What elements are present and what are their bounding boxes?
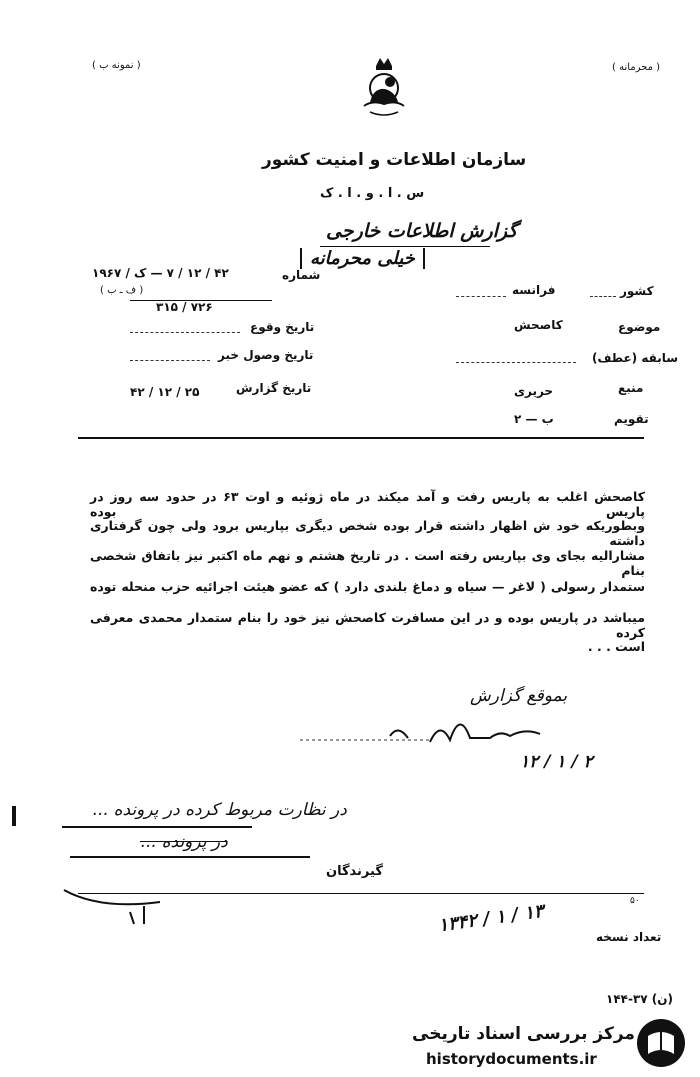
organization-name: سازمان اطلاعات و امنیت کشور [262, 150, 527, 170]
form-type-label: ( نمونه ب ) [92, 60, 141, 71]
bottom-scribble-icon [60, 880, 170, 930]
margin-note-rule-1 [62, 826, 252, 828]
incident-value: ۳۱۵ / ۷۲۶ [156, 300, 213, 314]
margin-note-line-2: در پرونده ... [140, 832, 228, 852]
number-sub: ( ف ـ ب ) [100, 285, 144, 296]
evaluation-value: ب — ۲ [514, 412, 554, 426]
number-value: ۱۹۶۷ / ک — ۷ / ۱۲ / ۴۲ [92, 266, 229, 280]
signature-scribble-icon [290, 700, 550, 760]
watermark-url: historydocuments.ir [426, 1050, 597, 1068]
source-label: منبع [618, 381, 644, 395]
lion-sun-emblem-icon [356, 56, 412, 120]
report-date-value: ۴۲ / ۱۲ / ۲۵ [130, 385, 200, 399]
body-line-5: میباشد در پاریس بوده و در این مسافرت کاصحش نیز خود را بنام ستمدار محمدی معرفی کرده [90, 610, 645, 640]
copies-marker: ۵۰ [630, 896, 640, 906]
organization-code: س . ا . و . ا . ک [320, 186, 425, 201]
header-separator [78, 437, 644, 439]
source-value: حریری [514, 384, 554, 398]
watermark-logo-icon [634, 1016, 688, 1070]
country-dots [590, 296, 616, 297]
report-title: گزارش اطلاعات خارجی [326, 220, 518, 242]
report-date-label: تاریخ گزارش [236, 381, 312, 395]
number-label: شماره [282, 268, 321, 282]
left-margin-mark [12, 806, 16, 826]
incident-dots [130, 332, 240, 333]
watermark-name: مرکز بررسی اسناد تاریخی [412, 1024, 635, 1044]
body-line-6: است . . . [587, 639, 645, 654]
recipients-label: گیرندگان [326, 864, 383, 879]
background-label: سابقه (عطف) [592, 351, 679, 365]
evaluation-label: تقویم [614, 412, 649, 426]
form-code: ۱۴۴-۳۷ (ن) [606, 992, 673, 1006]
confidential-stamp: خیلی محرمانه [300, 248, 425, 269]
subject-label: موضوع [618, 320, 661, 334]
body-line-2: وبطوریکه خود ش اظهار داشته قرار بوده شخص دیگری بپاریس برود ولی چون گرفتاری داشته [90, 518, 645, 548]
margin-note-line-1: در نظارت مربوط کرده در پرونده ... [92, 800, 347, 820]
subject-value: کاصحش [514, 318, 563, 332]
copies-label: تعداد نسخه [596, 930, 662, 944]
handwritten-note: بموقع گزارش [470, 686, 568, 706]
country-value: فرانسه [512, 283, 556, 297]
background-dots [456, 362, 576, 363]
incident-label: تاریخ وقوع [250, 320, 315, 334]
title-underline [320, 246, 490, 247]
margin-note-rule-2 [70, 856, 310, 858]
bottom-date: ۱۳۴۲ / ۱ / ۱۳ [437, 900, 545, 937]
news-label: تاریخ وصول خبر [218, 348, 314, 362]
body-line-3: مشارالیه بجای وی بپاریس رفته است . در تاریخ هشتم و نهم ماه اکتبر نیز باتفاق شخصی بنام [90, 548, 645, 578]
classification-label: ( محرمانه ) [612, 62, 661, 73]
handwritten-date: ۱۲ / ۱ / ۲ [520, 752, 593, 772]
body-line-1: کاصحش اغلب به پاریس رفت و آمد میکند در ماه ژوئیه و اوت ۶۳ در حدود سه روز در پاریس بوده [90, 489, 645, 519]
country-dots-2 [456, 296, 506, 297]
country-label: کشور [620, 284, 654, 298]
body-line-4: ستمدار رسولی ( لاغر — سیاه و دماغ بلندی دارد ) که عضو هیئت اجرائیه حزب منحله توده [90, 579, 645, 594]
news-dots [130, 360, 210, 361]
